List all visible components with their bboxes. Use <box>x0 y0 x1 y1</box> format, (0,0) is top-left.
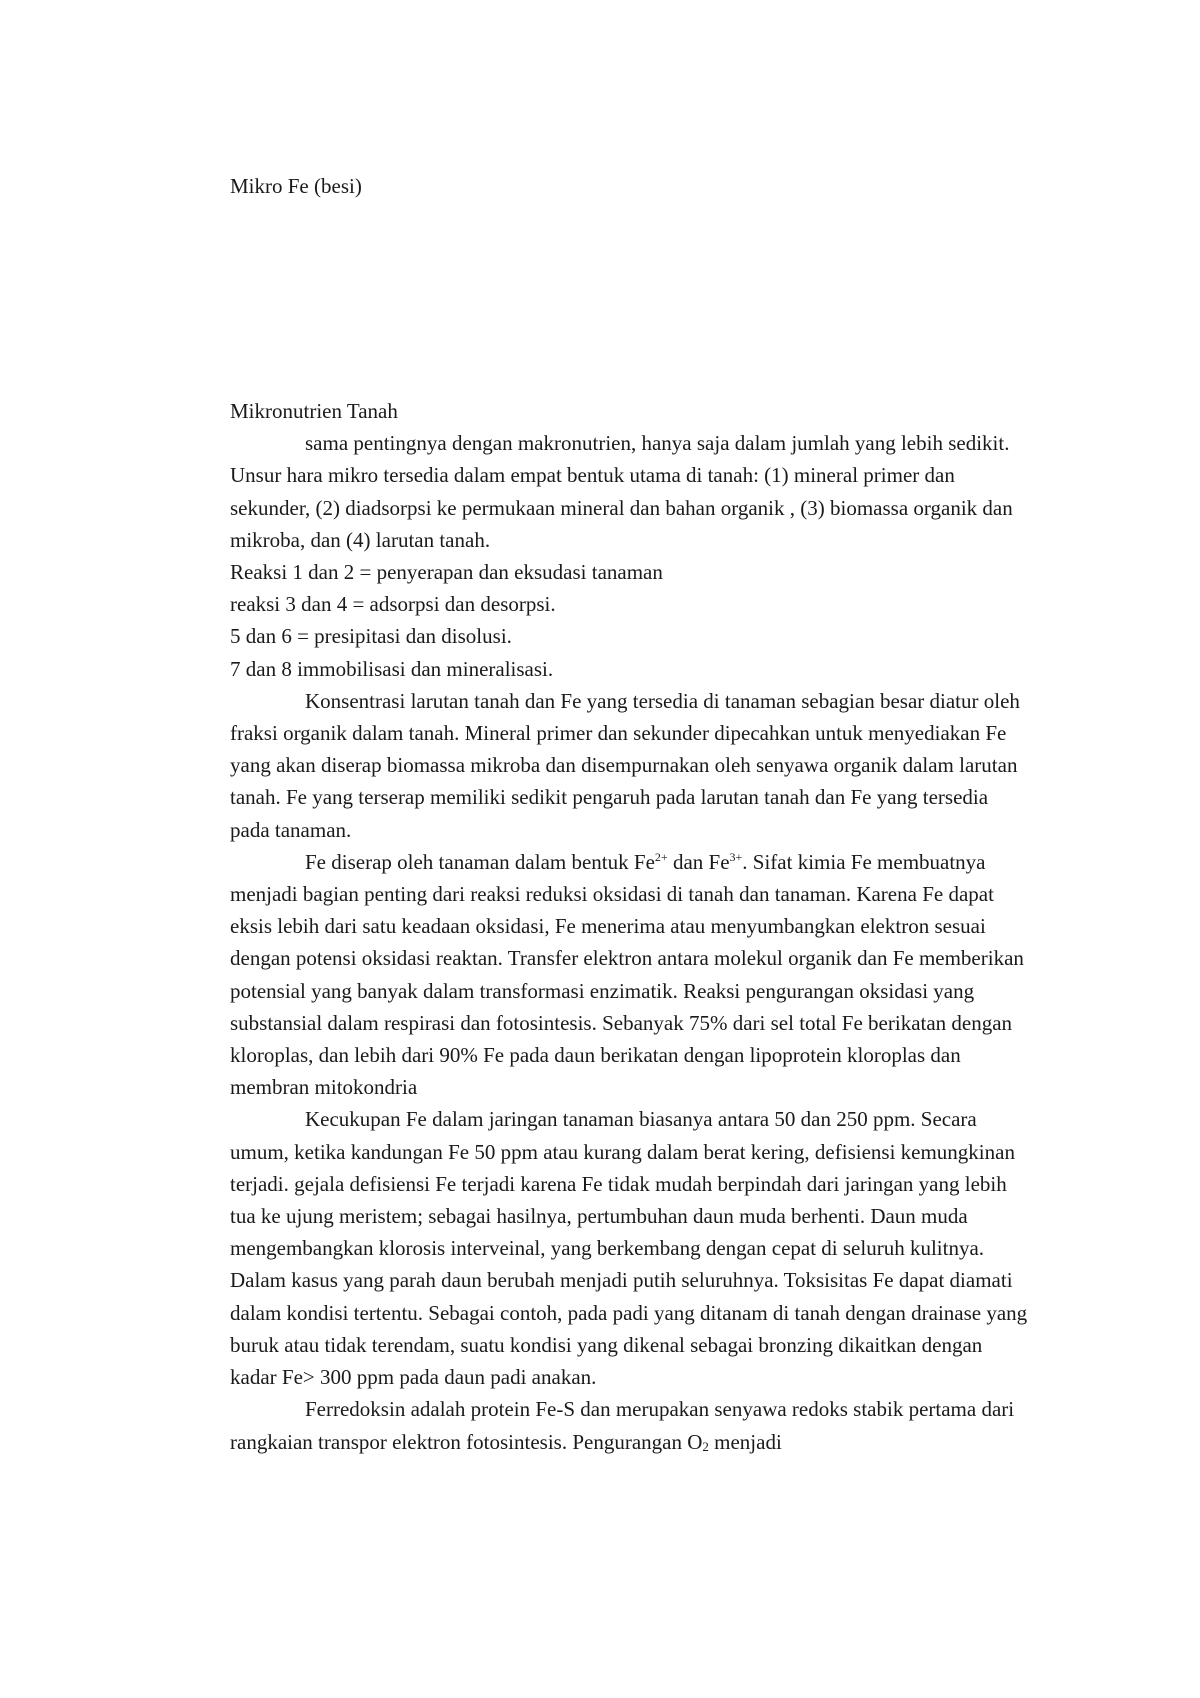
uptake-text-1: Fe diserap oleh tanaman dalam bentuk Fe <box>305 849 655 874</box>
uptake-text-3: . Sifat kimia Fe membuatnya menjadi bagian penting dari reaksi reduksi oksidasi di tanah dan tanaman. Karena Fe dapat eksis lebih dari satu keadaan oksidasi, Fe menerima atau menyumbangkan elektron sesuai dengan potensi oksidasi reaktan. Transfer elektron antara molekul organik dan Fe memberikan potensial yang banyak dalam transformasi enzimatik. Reaksi pengurangan oksidasi yang substansial dalam respirasi dan fotosintesis. Sebanyak 75% dari sel total Fe berikatan dengan kloroplas, dan lebih dari 90% Fe pada daun berikatan dengan lipoprotein kloroplas dan membran mitokondria <box>230 849 1024 1100</box>
document-title: Mikro Fe (besi) <box>230 174 362 198</box>
sufficiency-paragraph: Kecukupan Fe dalam jaringan tanaman biasanya antara 50 dan 250 ppm. Secara umum, ketika kandungan Fe 50 ppm atau kurang dalam berat kering, defisiensi kemungkinan terjadi. gejala defisiensi Fe terjadi karena Fe tidak mudah berpindah dari jaringan yang lebih tua ke ujung meristem; sebagai hasilnya, pertumbuhan daun muda berhenti. Daun muda mengembangkan klorosis interveinal, yang berkembang dengan cepat di seluruh kulitnya. Dalam kasus yang parah daun berubah menjadi putih seluruhnya. Toksisitas Fe dapat diamati dalam kondisi tertentu. Sebagai contoh, pada padi yang ditanam di tanah dengan drainase yang buruk atau tidak terendam, suatu kondisi yang dikenal sebagai bronzing dikaitkan dengan kadar Fe> 300 ppm pada daun padi anakan. <box>230 1107 1028 1390</box>
uptake-text-2: dan Fe <box>667 849 730 874</box>
ferredoxin-text-2: menjadi <box>708 1429 782 1454</box>
section-heading: Mikronutrien Tanah <box>230 399 398 423</box>
document-body <box>230 395 1030 1458</box>
concentration-paragraph: Konsentrasi larutan tanah dan Fe yang tersedia di tanaman sebagian besar diatur oleh fraksi organik dalam tanah. Mineral primer dan sekunder dipecahkan untuk menyediakan Fe yang akan diserap biomassa mikroba dan disempurnakan oleh senyawa organik dalam larutan tanah. Fe yang terserap memiliki sedikit pengaruh pada larutan tanah dan Fe yang tersedia pada tanaman. <box>230 688 1020 842</box>
uptake-paragraph <box>230 846 1030 1104</box>
reaction-line-2: reaksi 3 dan 4 = adsorpsi dan desorpsi. <box>230 592 556 617</box>
reaction-line-3: 5 dan 6 = presipitasi dan disolusi. <box>230 624 512 649</box>
reaction-line-1: Reaksi 1 dan 2 = penyerapan dan eksudasi tanaman <box>230 560 663 585</box>
o2-subscript: 2 <box>702 1438 709 1454</box>
reaction-line-4: 7 dan 8 immobilisasi dan mineralisasi. <box>230 656 554 681</box>
ferredoxin-paragraph <box>230 1393 1030 1457</box>
fe2-charge: 2+ <box>654 849 668 864</box>
fe3-charge: 3+ <box>729 849 743 864</box>
ferredoxin-text-1: Ferredoksin adalah protein Fe-S dan merupakan senyawa redoks stabik pertama dari rangkaian transpor elektron fotosintesis. Pengurangan O <box>230 1397 1015 1454</box>
intro-paragraph: sama pentingnya dengan makronutrien, hanya saja dalam jumlah yang lebih sedikit. Unsur hara mikro tersedia dalam empat bentuk utama di tanah: (1) mineral primer dan sekunder, (2) diadsorpsi ke permukaan mineral dan bahan organik , (3) biomassa organik dan mikroba, dan (4) larutan tanah. <box>230 431 1013 552</box>
